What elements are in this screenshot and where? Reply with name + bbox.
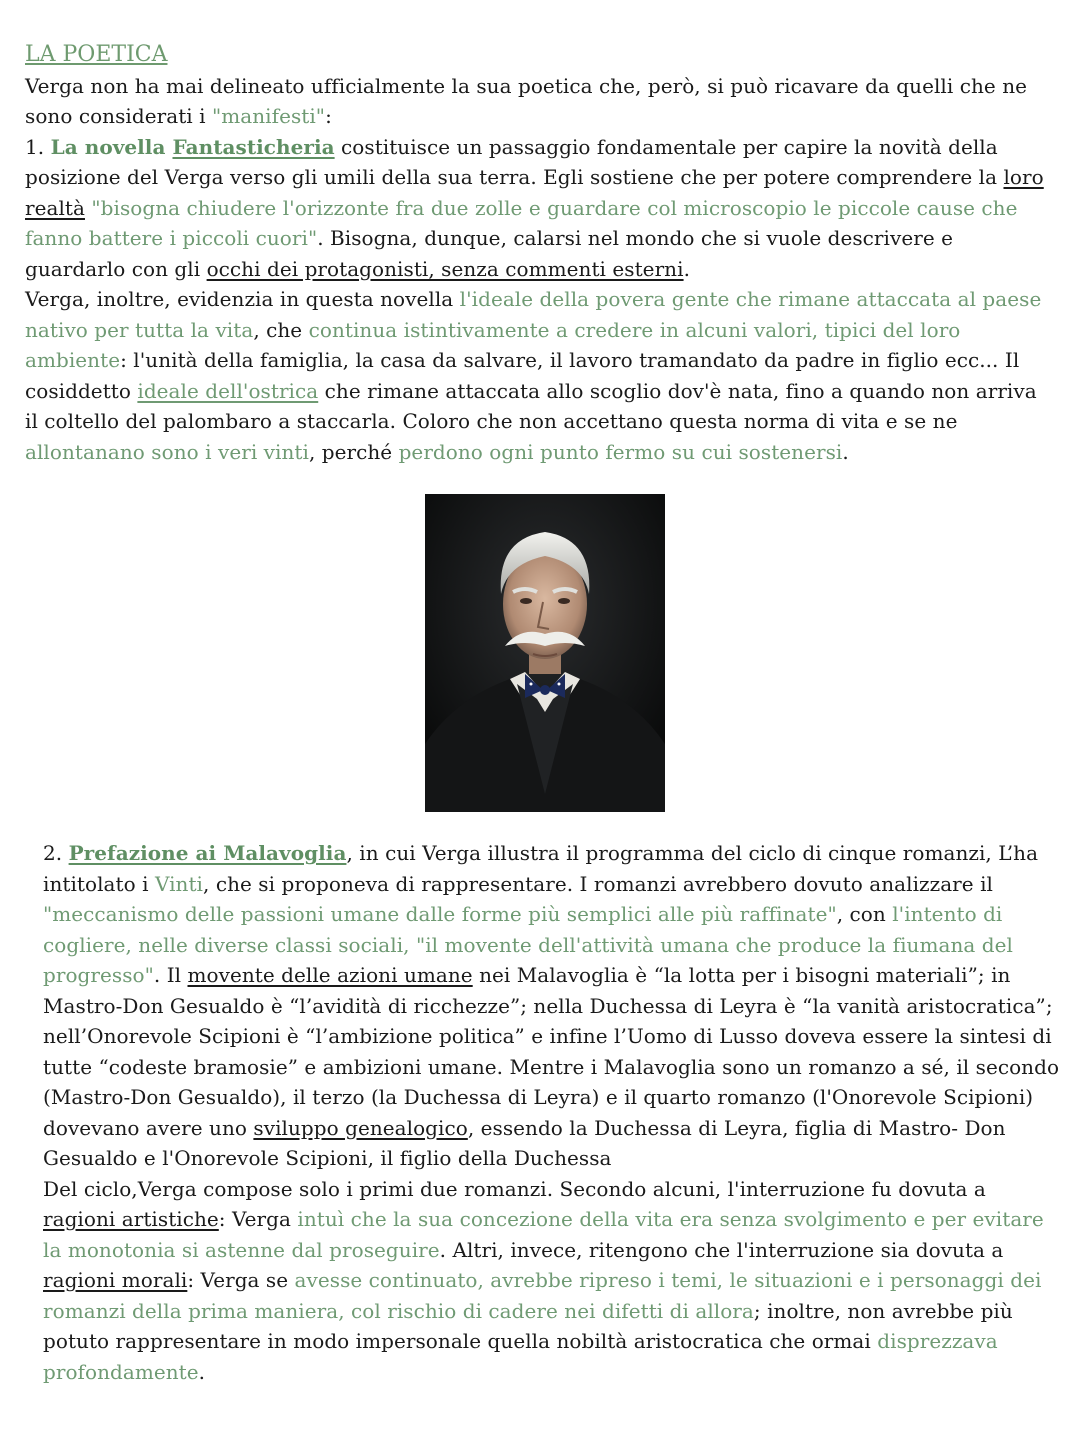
- fantasticheria-title: Fantasticheria: [172, 134, 335, 159]
- ideale-ostrica: ideale dell'ostrica: [137, 378, 319, 403]
- vinti-highlight: Vinti: [154, 871, 204, 896]
- text-segment: nei Malavoglia è “la lotta per i bisogni materiali”; in Mastro-Don Gesualdo è “l’avidità di ricchezze”; nella Duchessa di Leyra è “la vanità aristocratica”; nell’Onorevole Scipioni è “l’ambizione politica” e infine l’Uomo di Lusso doveva essere la sintesi di tutte “codeste bramosie” e ambizioni umane. Mentre i Malavoglia sono un romanzo a sé, il secondo (Mastro-Don Gesualdo), il terzo (la Duchessa di Leyra) e il quarto romanzo (l'Onorevole Scipioni) dovevano avere uno: [43, 963, 1060, 1140]
- text-segment: . Altri, invece, ritengono che l'interruzione sia dovuta a: [439, 1237, 1004, 1262]
- text-segment: , essendo la Duchessa di Leyra, figlia di Mastro- Don Gesualdo e l'Onorevole Scipioni, il figlio della Duchessa: [43, 1115, 1006, 1170]
- text-segment: Verga, inoltre, evidenzia in questa novella: [25, 287, 460, 311]
- text-segment: , che si proponeva di rappresentare. I romanzi avrebbero dovuto analizzare il: [203, 871, 993, 896]
- section-prefazione: [43, 838, 1063, 1387]
- text-segment: , perché: [308, 439, 399, 464]
- intro-text: Verga non ha mai delineato ufficialmente la sua poetica che, però, si può ricavare da quelli che ne sono considerati i: [25, 73, 1028, 128]
- text-segment: che rimane attaccata allo scoglio dov'è nata, fino a quando non arriva il coltello del palombaro a staccarla. Coloro che non accettano questa norma di vita e se ne: [25, 378, 1037, 433]
- intui-highlight: intuì che la sua concezione della vita era senza svolgimento e per evitare la monotonia si astenne dal proseguire: [43, 1207, 1044, 1262]
- meccanismo-quote: "meccanismo delle passioni umane dalle forme più semplici alle più raffinate": [43, 902, 837, 926]
- portrait-image: [425, 494, 665, 812]
- ragioni-morali-underlined: ragioni morali: [43, 1268, 188, 1292]
- continua-istintivamente: continua istintivamente a credere in alcuni valori, tipici del loro ambiente: [25, 317, 961, 372]
- disprezzava-highlight: disprezzava profondamente: [43, 1329, 998, 1384]
- veri-vinti-highlight: allontanano sono i veri vinti: [25, 439, 309, 464]
- microscopio-quote: "bisogna chiudere l'orizzonte fra due zolle e guardare col microscopio le piccole cause che fanno battere i piccoli cuori": [25, 195, 1018, 250]
- movente-underlined: movente delle azioni umane: [187, 963, 473, 987]
- perdono-highlight: perdono ogni punto fermo su cui sostenersi: [398, 439, 843, 464]
- paragraph-intro: [25, 71, 1055, 468]
- occhi-protagonisti-underlined: occhi dei protagonisti, senza commenti esterni: [206, 256, 684, 281]
- text-segment: , che: [253, 317, 309, 342]
- paragraph-prefazione: [43, 838, 1063, 1387]
- text-segment: .: [198, 1359, 206, 1384]
- manifesti-highlight: "manifesti": [212, 104, 326, 128]
- ragioni-artistiche-underlined: ragioni artistiche: [43, 1207, 219, 1231]
- ideale-povera-gente: l'ideale della povera gente che rimane attaccata al paese nativo per tutta la vita: [25, 287, 1042, 342]
- section-title: LA POETICA: [25, 42, 168, 67]
- section-poetica: [25, 40, 1055, 467]
- text-segment: . Bisogna, dunque, calarsi nel mondo che si vuole descrivere e guardarlo con gli: [25, 226, 954, 281]
- sviluppo-genealogico-underlined: sviluppo genealogico: [253, 1115, 468, 1140]
- text-segment: . Il: [153, 963, 188, 987]
- text-segment: ; inoltre, non avrebbe più potuto rappresentare in modo impersonale quella nobiltà aristocratica che ormai: [43, 1298, 1013, 1353]
- text-segment: .: [683, 256, 690, 281]
- item-number-1: 1.: [25, 134, 51, 159]
- prefazione-title: Prefazione ai Malavoglia: [68, 841, 347, 865]
- text-segment: : Verga: [218, 1207, 298, 1231]
- text-segment: .: [842, 439, 849, 464]
- text-segment: , in cui Verga illustra il programma del ciclo di cinque romanzi, L’ha intitolato i: [43, 841, 1039, 896]
- text-segment: , con: [836, 902, 893, 926]
- text-segment: : Verga se: [187, 1268, 295, 1292]
- text-segment: : l'unità della famiglia, la casa da salvare, il lavoro tramandato da padre in figlio ecc... Il cosiddetto: [25, 348, 1020, 403]
- novella-label: La novella: [50, 134, 173, 159]
- avesse-continuato-highlight: avesse continuato, avrebbe ripreso i temi, le situazioni e i personaggi dei romanzi della prima maniera, col rischio di cadere nei difetti di allora: [43, 1268, 1042, 1323]
- item-number-2: 2.: [43, 841, 69, 865]
- text-segment: Del ciclo,Verga compose solo i primi due romanzi. Secondo alcuni, l'interruzione fu dovuta a: [43, 1176, 986, 1201]
- intro-colon: :: [325, 104, 332, 128]
- loro-realta-underlined: loro realtà: [25, 165, 1044, 220]
- intento-highlight: l'intento di cogliere, nelle diverse classi sociali, "il movente dell'attività umana che produce la fiumana del progresso": [43, 902, 1013, 987]
- verga-portrait-photo: [425, 494, 665, 812]
- text-segment: costituisce un passaggio fondamentale per capire la novità della posizione del Verga verso gli umili della sua terra. Egli sostiene che per potere comprendere la: [25, 134, 1004, 189]
